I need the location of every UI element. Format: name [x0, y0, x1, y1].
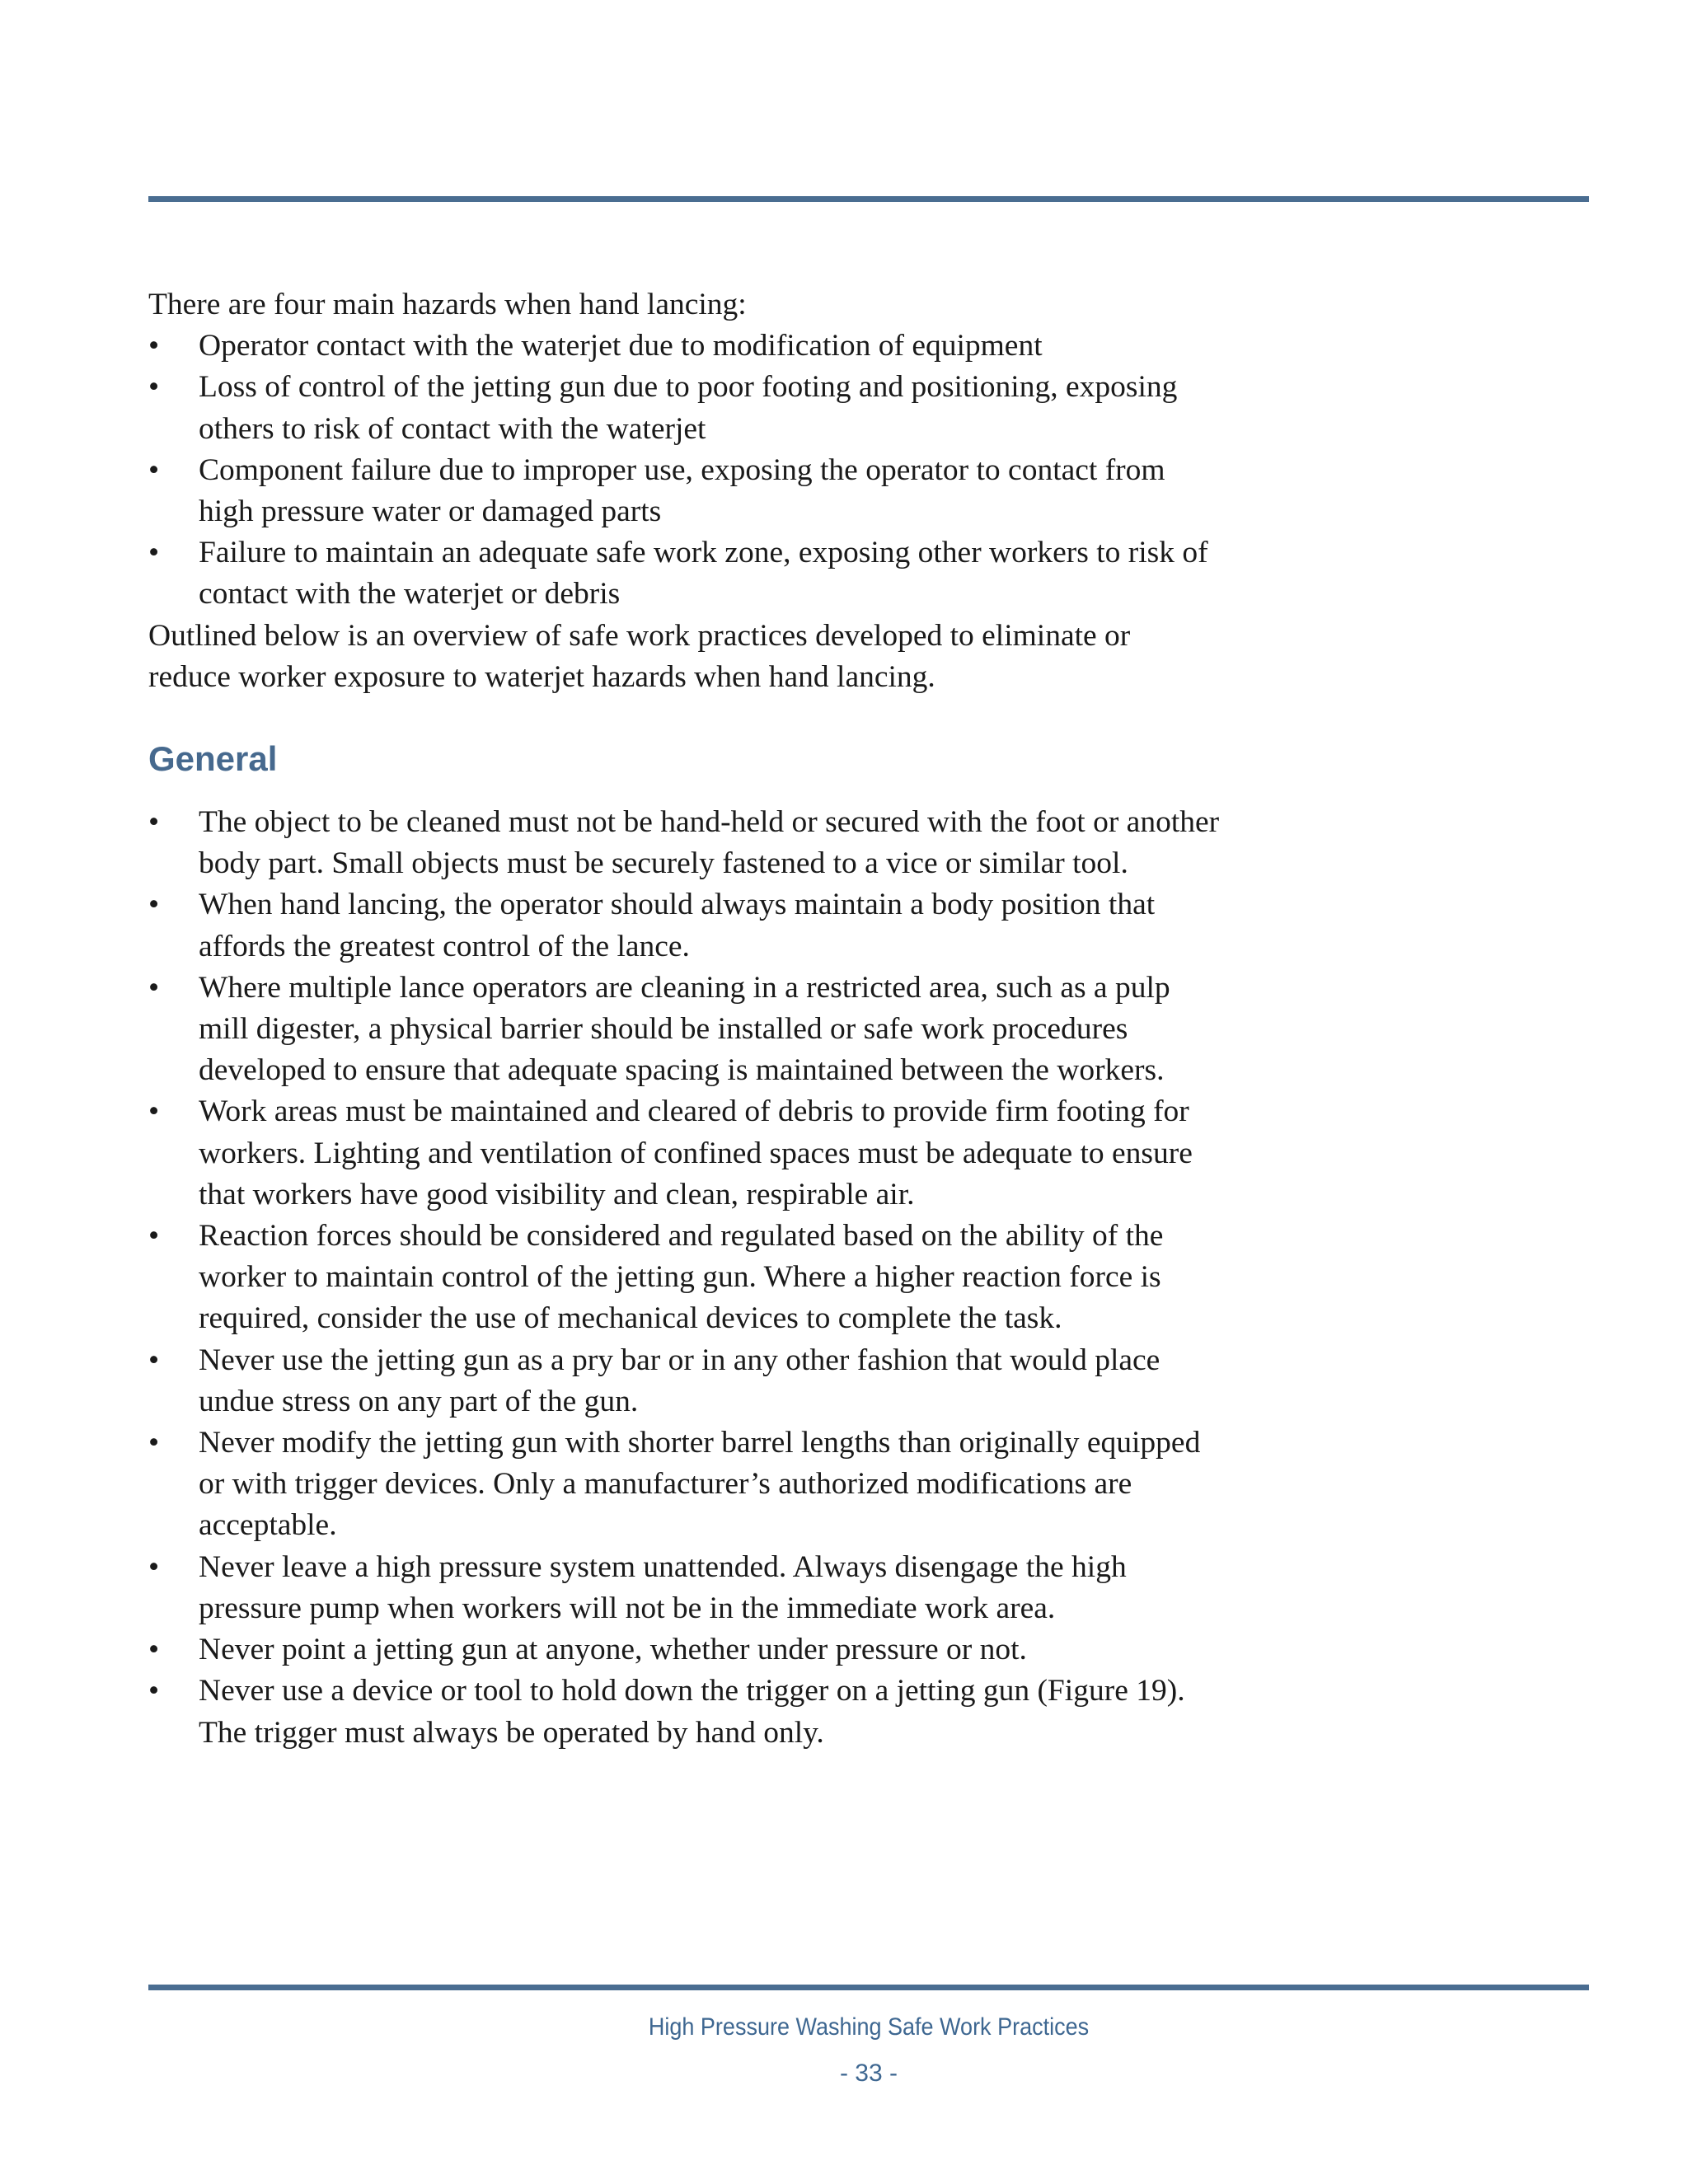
practice-text: Never point a jetting gun at anyone, whether under pressure or not.	[199, 1633, 1027, 1667]
bullet-icon: •	[148, 329, 160, 363]
practice-item	[148, 1629, 1220, 1671]
hazard-item	[148, 326, 1220, 367]
bullet-icon: •	[148, 536, 160, 570]
general-practices-list	[148, 802, 1220, 1754]
bullet-icon: •	[148, 888, 160, 922]
practice-item	[148, 1216, 1220, 1340]
bullet-icon: •	[148, 1343, 160, 1377]
practice-text: Reaction forces should be considered and regulated based on the ability of the worker to maintain control of the jetting gun. Where a higher reaction force is required, consider the use of mechanical devices to complete the task.	[199, 1219, 1164, 1336]
hazard-item	[148, 367, 1220, 449]
bullet-icon: •	[148, 805, 160, 840]
practice-text: Work areas must be maintained and cleared of debris to provide firm footing for workers. Lighting and ventilation of confined spaces must be adequate to ensure that workers have good visibility and clean, respirable air.	[199, 1094, 1193, 1212]
practice-text: Never modify the jetting gun with shorter barrel lengths than originally equipped or with trigger devices. Only a manufacturer’s authorized modifications are acceptable.	[199, 1426, 1201, 1543]
bullet-icon: •	[148, 1674, 160, 1708]
section-heading-general: General	[148, 739, 278, 779]
practice-item	[148, 1422, 1220, 1547]
hazard-item	[148, 450, 1220, 532]
bullet-icon: •	[148, 1094, 160, 1129]
bullet-icon: •	[148, 452, 160, 487]
page-body	[148, 284, 1220, 1754]
hazard-item	[148, 532, 1220, 615]
bullet-icon: •	[148, 1219, 160, 1254]
footer-rule	[148, 1985, 1589, 1990]
practice-item	[148, 1547, 1220, 1629]
page-number: - 33 -	[839, 2060, 898, 2087]
hazard-text: Operator contact with the waterjet due to modification of equipment	[199, 329, 1043, 363]
practice-text: When hand lancing, the operator should always maintain a body position that affords the greatest control of the lance.	[199, 888, 1156, 963]
bullet-icon: •	[148, 1549, 160, 1584]
overview-paragraph: Outlined below is an overview of safe work practices developed to eliminate or reduce worker exposure to waterjet hazards when hand lancing.	[148, 618, 1131, 694]
practice-item	[148, 1340, 1220, 1422]
header-rule	[148, 196, 1589, 202]
practice-text: Never use a device or tool to hold down the trigger on a jetting gun (Figure 19). The trigger must always be operated by hand only.	[199, 1674, 1185, 1750]
bullet-icon: •	[148, 970, 160, 1005]
hazard-text: Loss of control of the jetting gun due to poor footing and positioning, exposing others to risk of contact with the waterjet	[199, 370, 1178, 446]
bullet-icon: •	[148, 1633, 160, 1667]
practice-text: The object to be cleaned must not be hand-held or secured with the foot or another body part. Small objects must be securely fastened to a vice or similar tool.	[199, 805, 1220, 881]
footer-document-title: High Pressure Washing Safe Work Practices	[648, 2013, 1090, 2041]
hazards-intro: There are four main hazards when hand lancing:	[148, 288, 747, 321]
practice-text: Where multiple lance operators are cleaning in a restricted area, such as a pulp mill digester, a physical barrier should be installed or safe work procedures developed to ensure that adequate spacing is maintained between the workers.	[199, 970, 1170, 1088]
practice-item	[148, 968, 1220, 1092]
hazards-list	[148, 326, 1220, 615]
practice-item	[148, 884, 1220, 967]
hazard-text: Component failure due to improper use, exposing the operator to contact from high pressure water or damaged parts	[199, 452, 1165, 529]
practice-text: Never use the jetting gun as a pry bar or in any other fashion that would place undue stress on any part of the gun.	[199, 1343, 1160, 1418]
bullet-icon: •	[148, 1426, 160, 1460]
practice-item	[148, 1091, 1220, 1216]
practice-item	[148, 1671, 1220, 1753]
hazard-text: Failure to maintain an adequate safe work zone, exposing other workers to risk of contact with the waterjet or debris	[199, 536, 1208, 612]
bullet-icon: •	[148, 370, 160, 405]
practice-text: Never leave a high pressure system unattended. Always disengage the high pressure pump when workers will not be in the immediate work area.	[199, 1549, 1127, 1625]
practice-item	[148, 802, 1220, 884]
